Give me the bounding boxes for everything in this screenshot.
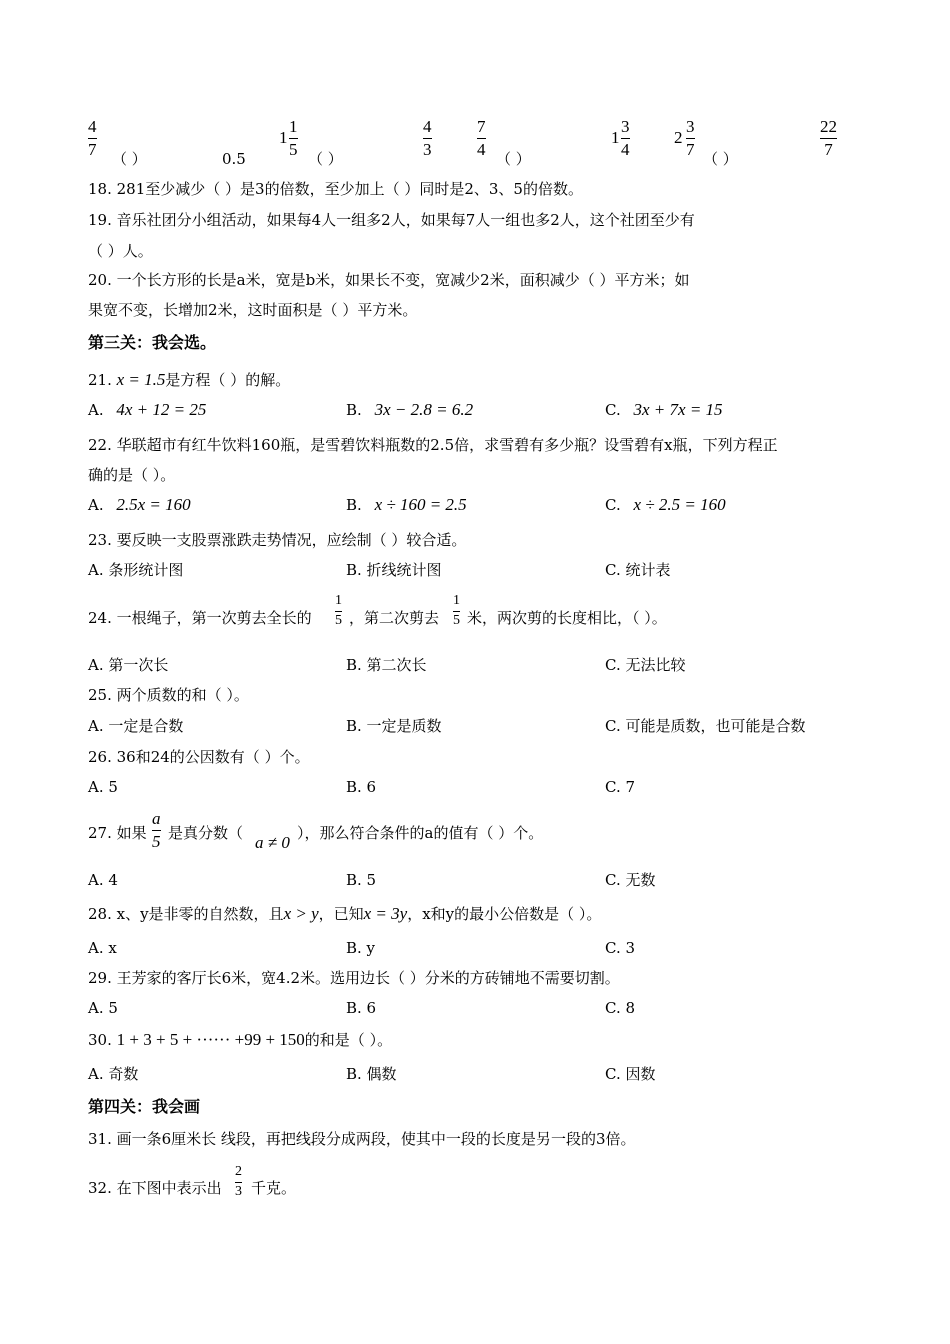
option-equation: 3x + 7x = 15 xyxy=(633,400,723,419)
question-26: 26. 36和24的公因数有（ ）个。 xyxy=(88,748,310,766)
condition: a ≠ 0 xyxy=(255,833,290,852)
option-c[interactable] xyxy=(605,495,726,515)
question-25: 25. 两个质数的和（ ）。 xyxy=(88,686,249,704)
denominator: 4 xyxy=(621,139,630,159)
option-equation: x ÷ 2.5 = 160 xyxy=(633,495,726,514)
fraction-7-4 xyxy=(477,118,486,159)
fraction-1-5 xyxy=(335,594,342,628)
answer-blank[interactable]: （ ） xyxy=(703,150,738,168)
question-22-line2: 确的是（ ）。 xyxy=(88,466,176,484)
option-a[interactable]: A. 条形统计图 xyxy=(88,561,184,579)
mixed-whole: 2 xyxy=(674,128,683,147)
option-a[interactable]: A. 第一次长 xyxy=(88,656,169,674)
option-c[interactable]: C. 可能是质数，也可能是合数 xyxy=(605,717,806,735)
question-28 xyxy=(88,904,601,924)
option-b[interactable]: B. 偶数 xyxy=(346,1065,397,1083)
option-equation: 4x + 12 = 25 xyxy=(116,400,207,419)
question-24-mid: ，第二次剪去 xyxy=(349,609,440,627)
question-text: 的和是（ ）。 xyxy=(304,1031,393,1049)
expression: 1 + 3 + 5 + ······ +99 + 150 xyxy=(116,1030,305,1049)
equation: x = 3y xyxy=(363,904,408,923)
question-number: 30. xyxy=(88,1031,112,1049)
equation: x = 1.5 xyxy=(116,370,166,389)
fraction-a-5 xyxy=(152,810,161,851)
question-27-post: ），那么符合条件的a的值有（ ）个。 xyxy=(297,824,544,842)
option-label: C. xyxy=(605,401,621,419)
answer-blank[interactable]: （ ） xyxy=(496,150,531,168)
denominator: 4 xyxy=(477,139,486,159)
numerator: 7 xyxy=(477,117,486,136)
option-c[interactable]: C. 8 xyxy=(605,999,636,1017)
denominator: 7 xyxy=(88,139,97,159)
question-31: 31. 画一条6厘米长 线段，再把线段分成两段，使其中一段的长度是另一段的3倍。 xyxy=(88,1130,636,1148)
question-18: 18. 281至少减少（ ）是3的倍数，至少加上（ ）同时是2、3、5的倍数。 xyxy=(88,180,583,198)
option-b[interactable]: B. 第二次长 xyxy=(346,656,427,674)
option-b[interactable]: B. 6 xyxy=(346,999,377,1017)
numerator: 1 xyxy=(453,593,460,608)
option-label: B. xyxy=(346,401,362,419)
numerator: 1 xyxy=(335,593,342,608)
option-a[interactable] xyxy=(88,495,191,515)
numerator: 3 xyxy=(686,117,695,136)
option-c[interactable]: C. 7 xyxy=(605,778,636,796)
answer-blank[interactable]: （ ） xyxy=(112,150,147,168)
question-30 xyxy=(88,1030,392,1050)
option-b[interactable]: B. 6 xyxy=(346,778,377,796)
question-21 xyxy=(88,370,290,390)
option-c[interactable] xyxy=(605,400,723,420)
mixed-whole: 1 xyxy=(279,128,288,147)
option-c[interactable]: C. 因数 xyxy=(605,1065,656,1083)
section-heading-4: 第四关：我会画 xyxy=(88,1097,201,1116)
fraction-4-7 xyxy=(88,118,97,159)
numerator: 4 xyxy=(423,117,432,136)
denominator: 7 xyxy=(686,139,695,159)
decimal-value: 0.5 xyxy=(222,150,246,168)
denominator: 7 xyxy=(824,139,833,159)
fraction-1-5 xyxy=(453,594,460,628)
option-b[interactable] xyxy=(346,495,467,515)
fraction-4-3 xyxy=(423,118,432,159)
numerator: 2 xyxy=(235,1164,242,1179)
section-heading-3: 第三关：我会选。 xyxy=(88,333,217,352)
question-20-line2: 果宽不变，长增加2米，这时面积是（ ）平方米。 xyxy=(88,301,418,319)
fraction-1-3-4 xyxy=(621,118,630,159)
option-a[interactable]: A. 5 xyxy=(88,999,118,1017)
inequality: x > y xyxy=(283,904,319,923)
option-c[interactable]: C. 无数 xyxy=(605,871,656,889)
option-label: B. xyxy=(346,496,362,514)
numerator: 4 xyxy=(88,117,97,136)
numerator: 22 xyxy=(820,117,837,136)
option-a[interactable]: A. x xyxy=(88,939,117,957)
question-32-post: 千克。 xyxy=(251,1179,297,1197)
question-24-post: 米，两次剪的长度相比，（ ）。 xyxy=(467,609,667,627)
option-c[interactable]: C. 统计表 xyxy=(605,561,671,579)
option-b[interactable]: B. 一定是质数 xyxy=(346,717,442,735)
fraction-2-3 xyxy=(235,1165,242,1199)
option-a[interactable] xyxy=(88,400,206,420)
question-20-line1: 20. 一个长方形的长是a米，宽是b米，如果长不变，宽减少2米，面积减少（ ）平方米；如 xyxy=(88,271,690,289)
option-a[interactable]: A. 4 xyxy=(88,871,118,889)
question-text: ，已知 xyxy=(318,905,364,923)
question-number: 21. xyxy=(88,371,112,389)
fraction-2-3-7 xyxy=(686,118,695,159)
option-b[interactable]: B. 折线统计图 xyxy=(346,561,442,579)
question-text: 28. x、y是非零的自然数，且 xyxy=(88,905,284,923)
option-equation: 2.5x = 160 xyxy=(116,495,191,514)
option-b[interactable]: B. 5 xyxy=(346,871,377,889)
numerator: 1 xyxy=(289,117,298,136)
question-19-line1: 19. 音乐社团分小组活动，如果每4人一组多2人，如果每7人一组也多2人，这个社团至少有 xyxy=(88,211,695,229)
option-label: C. xyxy=(605,496,621,514)
question-text: ，x和y的最小公倍数是（ ）。 xyxy=(407,905,602,923)
answer-blank[interactable]: （ ） xyxy=(308,150,343,168)
denominator: 5 xyxy=(152,831,161,851)
question-27-mid: 是真分数（ xyxy=(168,824,244,842)
mixed-whole: 1 xyxy=(611,128,620,147)
option-c[interactable]: C. 3 xyxy=(605,939,636,957)
option-a[interactable]: A. 5 xyxy=(88,778,118,796)
denominator: 5 xyxy=(289,139,298,159)
question-22-line1: 22. 华联超市有红牛饮料160瓶，是雪碧饮料瓶数的2.5倍，求雪碧有多少瓶？设雪碧有x瓶，下列方程正 xyxy=(88,436,778,454)
question-29: 29. 王芳家的客厅长6米，宽4.2米。选用边长（ ）分米的方砖铺地不需要切割。 xyxy=(88,969,620,987)
denominator: 5 xyxy=(335,612,342,628)
option-equation: x ÷ 160 = 2.5 xyxy=(374,495,467,514)
question-24-pre: 24. 一根绳子，第一次剪去全长的 xyxy=(88,609,312,627)
option-a[interactable]: A. 奇数 xyxy=(88,1065,139,1083)
denominator: 3 xyxy=(423,139,432,159)
option-label: A. xyxy=(88,401,104,419)
question-19-line2: （ ）人。 xyxy=(88,242,153,260)
option-label: A. xyxy=(88,496,104,514)
option-b[interactable]: B. y xyxy=(346,939,376,957)
denominator: 3 xyxy=(235,1183,242,1199)
question-23: 23. 要反映一支股票涨跌走势情况，应绘制（ ）较合适。 xyxy=(88,531,467,549)
question-text: 是方程（ ）的解。 xyxy=(165,371,291,389)
question-27-pre: 27. 如果 xyxy=(88,824,147,842)
fraction-22-7 xyxy=(820,118,837,159)
option-c[interactable]: C. 无法比较 xyxy=(605,656,686,674)
option-a[interactable]: A. 一定是合数 xyxy=(88,717,184,735)
fraction-1-1-5 xyxy=(289,118,298,159)
option-b[interactable] xyxy=(346,400,473,420)
option-equation: 3x − 2.8 = 6.2 xyxy=(374,400,474,419)
denominator: 5 xyxy=(453,612,460,628)
numerator: a xyxy=(152,809,161,828)
numerator: 3 xyxy=(621,117,630,136)
question-32-pre: 32. 在下图中表示出 xyxy=(88,1179,222,1197)
